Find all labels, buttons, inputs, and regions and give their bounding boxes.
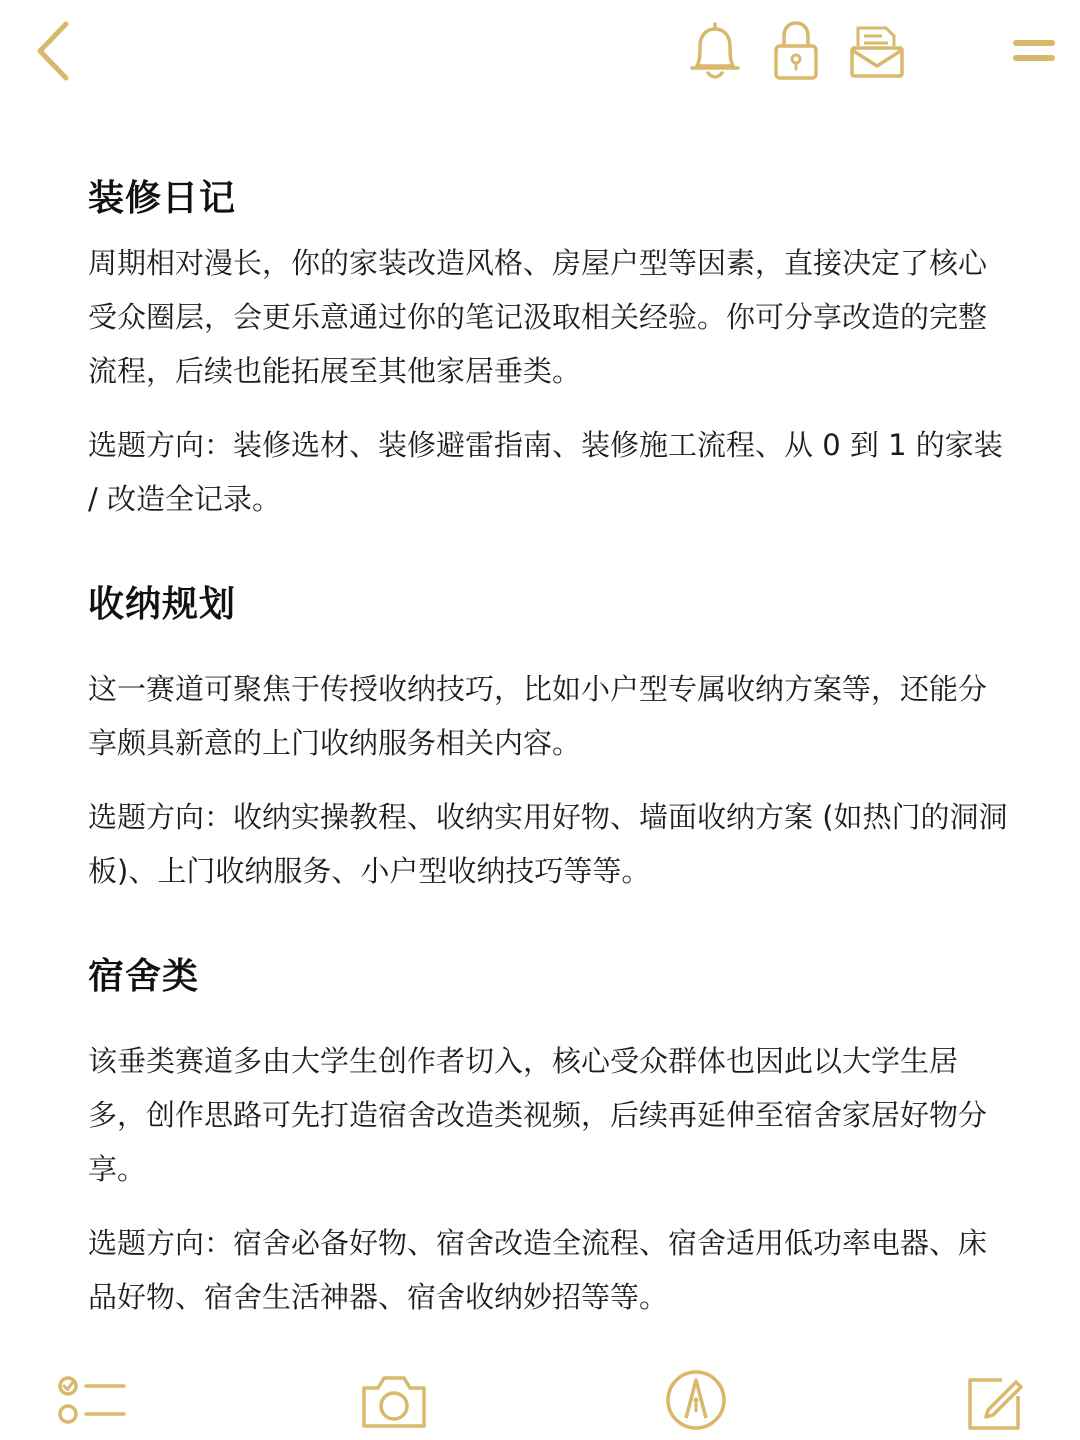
chevron-left-icon[interactable] [28,18,78,84]
section-title: 宿舍类 [88,956,200,997]
top-toolbar [0,0,1080,110]
section-dormitory [88,950,1008,1324]
bell-icon[interactable] [686,18,744,84]
section-renovation-diary [88,172,1008,526]
section-paragraph: 这一赛道可聚焦于传授收纳技巧，比如小户型专属收纳方案等，还能分享颇具新意的上门收纳服务相关内容。 [88,672,988,760]
section-paragraph: 该垂类赛道多由大学生创作者切入，核心受众群体也因此以大学生居多，创作思路可先打造宿舍改造类视频，后续再延伸至宿舍家居好物分享。 [88,1044,988,1186]
lock-icon[interactable] [768,18,824,84]
note-body[interactable] [88,172,1008,1324]
topic-direction-paragraph: 选题方向：收纳实操教程、收纳实用好物、墙面收纳方案 (如热门的洞洞板)、上门收纳服务、小户型收纳技巧等等。 [88,800,1008,888]
section-title: 收纳规划 [88,584,237,625]
section-paragraph: 周期相对漫长，你的家装改造风格、房屋户型等因素，直接决定了核心受众圈层，会更乐意通过你的笔记汲取相关经验。你可分享改造的完整流程，后续也能拓展至其他家居垂类。 [88,246,988,388]
topic-direction-paragraph: 选题方向：宿舍必备好物、宿舍改造全流程、宿舍适用低功率电器、床品好物、宿舍生活神器、宿舍收纳妙招等等。 [88,1226,988,1314]
section-title: 装修日记 [88,178,237,219]
section-storage-planning [88,578,1008,898]
topic-direction-paragraph: 选题方向：装修选材、装修避雷指南、装修施工流程、从 0 到 1 的家装 / 改造全记录。 [88,428,1003,516]
compose-icon[interactable] [962,1370,1026,1434]
bottom-toolbar [0,1360,1080,1440]
camera-icon[interactable] [356,1368,432,1434]
pen-icon[interactable] [664,1366,728,1432]
checklist-icon[interactable] [56,1374,128,1430]
menu-icon[interactable] [1010,34,1058,68]
mail-icon[interactable] [846,20,908,82]
